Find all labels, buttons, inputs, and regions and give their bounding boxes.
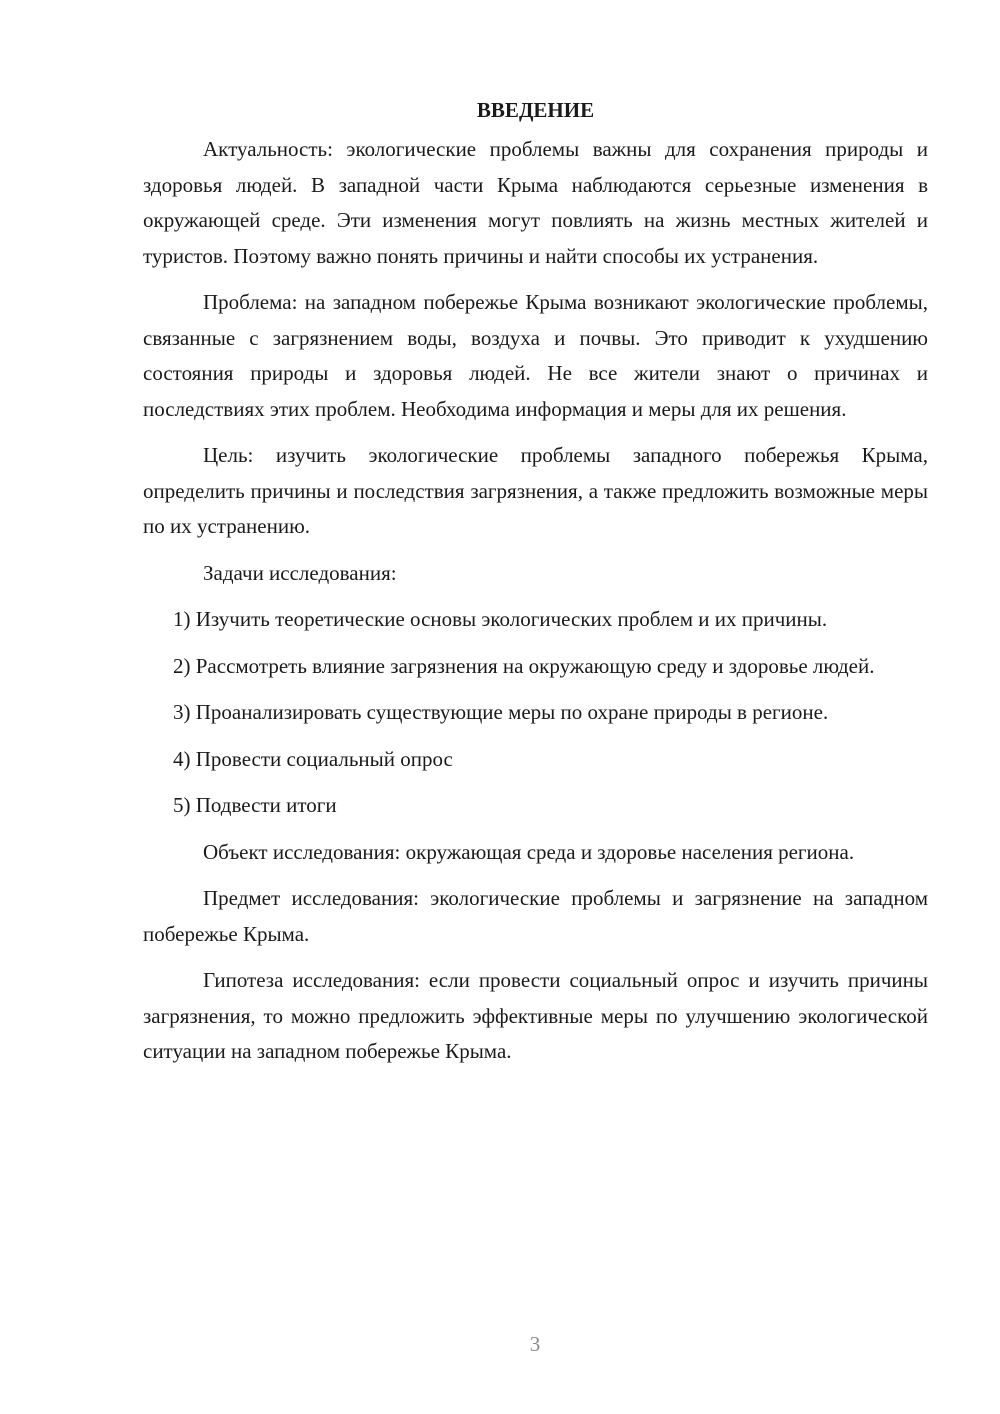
goal-paragraph: Цель: изучить экологические проблемы западного побережья Крыма, определить причины и последствия загрязнения, а также предложить возможные меры по их устранению.: [143, 443, 928, 538]
task-item: 1) Изучить теоретические основы экологических проблем и их причины.: [173, 607, 828, 631]
task-item: 4) Провести социальный опрос: [173, 746, 453, 771]
relevance-paragraph: Актуальность: экологические проблемы важны для сохранения природы и здоровья людей. В западной части Крыма наблюдаются серьезные изменения в окружающей среде. Эти изменения могут повлиять на жизнь местных жителей и туристов. Поэтому важно понять причины и найти способы их устранения.: [143, 137, 928, 268]
tasks-heading: Задачи исследования:: [203, 560, 397, 585]
page-number: 3: [529, 1332, 541, 1356]
subject-paragraph: Предмет исследования: экологические проблемы и загрязнение на западном побережье Крыма.: [143, 886, 928, 946]
page-title: ВВЕДЕНИЕ: [476, 98, 595, 122]
task-item: 2) Рассмотреть влияние загрязнения на окружающую среду и здоровье людей.: [173, 653, 875, 678]
document-page: [143, 92, 928, 1081]
task-item: 3) Проанализировать существующие меры по охране природы в регионе.: [173, 700, 829, 724]
hypothesis-paragraph: Гипотеза исследования: если провести социальный опрос и изучить причины загрязнения, то можно предложить эффективные меры по улучшению экологической ситуации на западном побережье Крыма.: [143, 968, 928, 1063]
task-item: 5) Подвести итоги: [173, 793, 337, 817]
object-paragraph: Объект исследования: окружающая среда и здоровье населения региона.: [203, 839, 855, 864]
problem-paragraph: Проблема: на западном побережье Крыма возникают экологические проблемы, связанные с загрязнением воды, воздуха и почвы. Это приводит к ухудшению состояния природы и здоровья людей. Не все жители знают о причинах и последствиях этих проблем. Необходима информация и меры для их решения.: [143, 290, 928, 421]
